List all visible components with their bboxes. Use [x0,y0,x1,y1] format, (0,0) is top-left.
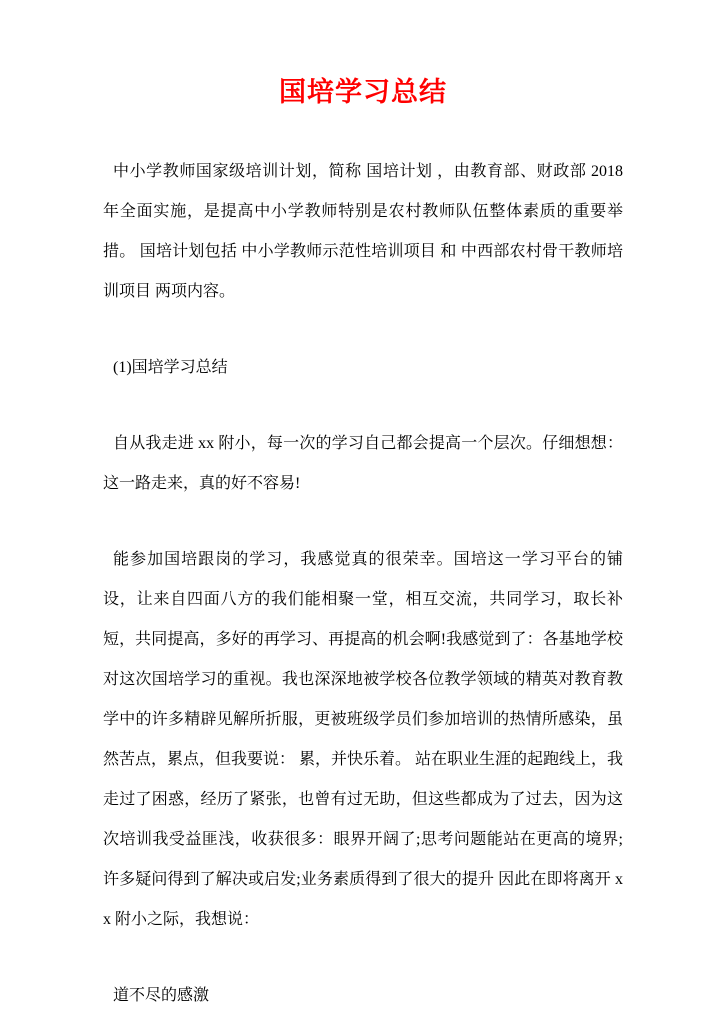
paragraph-guopei-definition: 中小学教师国家级培训计划，简称 国培计划 ，由教育部、财政部 2018 年全面实施，是提高中小学教师特别是农村教师队伍整体素质的重要举措。 国培计划包括 中小学教师示范性培训项目 和 中西部农村骨干教师培训项目 两项内容。 [103,163,623,300]
paragraph-fuxiao-growth: 自从我走进 xx 附小，每一次的学习自己都会提高一个层次。仔细想想：这一路走来，真的好不容易! [103,435,623,492]
paragraph-training-experience: 能参加国培跟岗的学习，我感觉真的很荣幸。国培这一学习平台的铺设，让来自四面八方的我们能相聚一堂，相互交流，共同学习，取长补短，共同提高，多好的再学习、再提高的机会啊!我感觉到了：各基地学校对这次国培学习的重视。我也深深地被学校各位教学领域的精英对教育教学中的许多精辟见解所折服，更被班级学员们参加培训的热情所感染，虽然苦点，累点，但我要说： 累，并快乐着。 站在职业生涯的起跑线上，我走过了困惑，经历了紧张，也曾有过无助，但这些都成为了过去，因为这次培训我受益匪浅，收获很多：眼界开阔了;思考问题能站在更高的境界;许多疑问得到了解决或启发;业务素质得到了很大的提升 因此在即将离开 xx 附小之际，我想说： [103,551,624,928]
paragraph-gratitude-lead: 道不尽的感激 [113,987,210,1004]
document-title: 国培学习总结 [279,77,447,107]
section-heading-guopei-summary: (1)国培学习总结 [113,359,228,376]
